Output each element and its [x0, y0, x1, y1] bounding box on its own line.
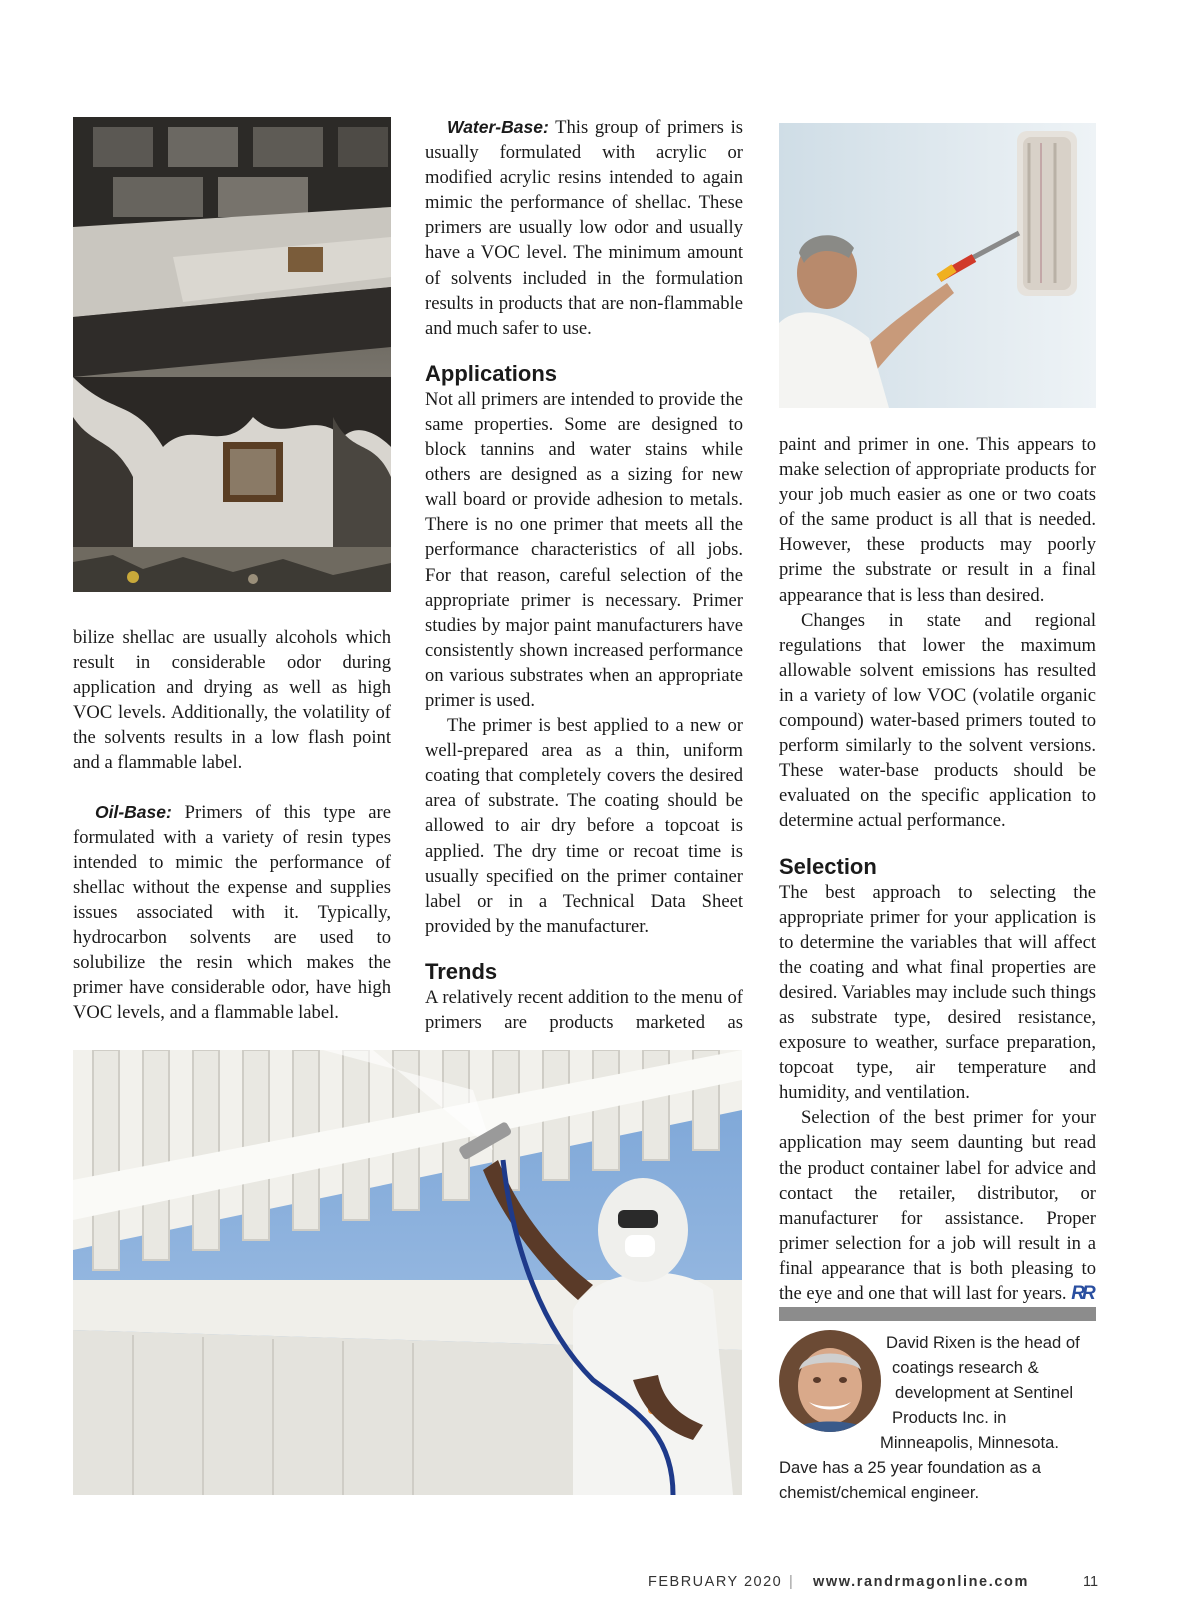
deck-spray-photo [73, 1050, 742, 1495]
selection-heading: Selection [779, 853, 877, 879]
bio-line-5: Minneapolis, Minnesota. [880, 1433, 1059, 1452]
bio-line-4: Products Inc. in [892, 1408, 1007, 1427]
fire-damage-photo [73, 117, 391, 592]
applications-paragraph-2: The primer is best applied to a new or well-prepared area as a thin, uniform coating that completely covers the desired area of substrate. The coating should be allowed to air dry before a topcoat is applied. The dry time or recoat time is usually specified on the primer container label or in a Technical Data Sheet provided by the manufacturer. [425, 715, 743, 937]
bio-line-1: David Rixen is the head of [886, 1333, 1080, 1352]
footer-separator: | [789, 1574, 793, 1590]
bio-line-7: chemist/chemical engineer. [779, 1483, 980, 1502]
column-1 [73, 625, 391, 1025]
trends-paragraph-1: A relatively recent addition to the menu of primers are products marketed as [425, 986, 743, 1033]
water-base-paragraph [425, 115, 743, 341]
bio-line-6: Dave has a 25 year foundation as a [779, 1458, 1041, 1477]
column-3 [779, 432, 1096, 1306]
col3-paragraph-1: paint and primer in one. This appears to make selection of appropriate products for your job much easier as one or two coats of the same product is all that is needed. However, these products may poorly prime the substrate or result in a final appearance that is less than desired. [779, 434, 1096, 606]
col1-paragraph-1: bilize shellac are usually alcohols which result in considerable odor during application and drying as well as high VOC levels. Additionally, the volatility of the solvents results in a low flash point and a flammable label. [73, 627, 391, 774]
rr-end-mark-logo: RR [1071, 1283, 1093, 1304]
bio-divider-bar [779, 1307, 1096, 1321]
water-base-text: This group of primers is usually formulated with acrylic or modified acrylic resins intended to again mimic the performance of shellac. These primers are usually low odor and usually have a VOC level. The minimum amount of solvents included in the formulation results in products that are non-flammable and much safer to use. [425, 117, 743, 339]
applications-heading: Applications [425, 360, 558, 386]
selection-paragraph-1: The best approach to selecting the appropriate primer for your application is to determine the variables that will affect the coating and what final properties are desired. Variables may include such things as substrate type, desired resistance, exposure to weather, surface preparation, topcoat type, air temperature and humidity, and ventilation. [779, 881, 1096, 1104]
bio-line-3: development at Sentinel [895, 1383, 1074, 1402]
painter-roller-photo [779, 123, 1096, 408]
oil-base-label: Oil-Base: [95, 801, 172, 822]
trends-heading: Trends [425, 958, 498, 984]
footer-website-link[interactable]: www.randrmagonline.com [813, 1574, 1029, 1590]
bio-line-2: coatings research & [892, 1358, 1039, 1377]
water-base-label: Water-Base: [447, 117, 549, 137]
column-2 [425, 115, 743, 1035]
applications-paragraph-1: Not all primers are intended to provide the same properties. Some are designed to block tannins and water stains while others are designed as a sizing for new wall board or provide adhesion to metals. There is no one primer that meets all the performance characteristics of all jobs. For that reason, careful selection of the appropriate primer is necessary. Primer studies by major paint manufacturers have consistently shown increased performance on various substrates when an appropriate primer is used. [425, 388, 743, 711]
col3-paragraph-2: Changes in state and regional regulations that lower the maximum allowable solvent emissions has resulted in a variety of low VOC (volatile organic compound) water-based primers touted to perform similarly to the solvent versions. These water-base products should be evaluated on the specific application to determine actual performance. [779, 609, 1096, 832]
selection-paragraph-2: Selection of the best primer for your application may seem daunting but read the product container label for advice and contact the retailer, distributor, or manufacturer for assistance. Proper primer selection for a job will result in a final appearance that is both pleasing to the eye and one that will last for years. RR [779, 1107, 1096, 1304]
page-footer [0, 1574, 1200, 1598]
footer-issue: FEBRUARY 2020 [648, 1574, 783, 1590]
oil-base-paragraph [73, 800, 391, 1026]
oil-base-text: Primers of this type are formulated with a variety of resin types intended to mimic the performance of shellac without the expense and supplies issues associated with it. Typically, hydrocarbon solvents are used to solubilize the resin which makes the primer have considerable odor, have high VOC levels, and a flammable label. [73, 801, 391, 1024]
author-bio [779, 1330, 1096, 1505]
page-number: 11 [1083, 1574, 1099, 1590]
